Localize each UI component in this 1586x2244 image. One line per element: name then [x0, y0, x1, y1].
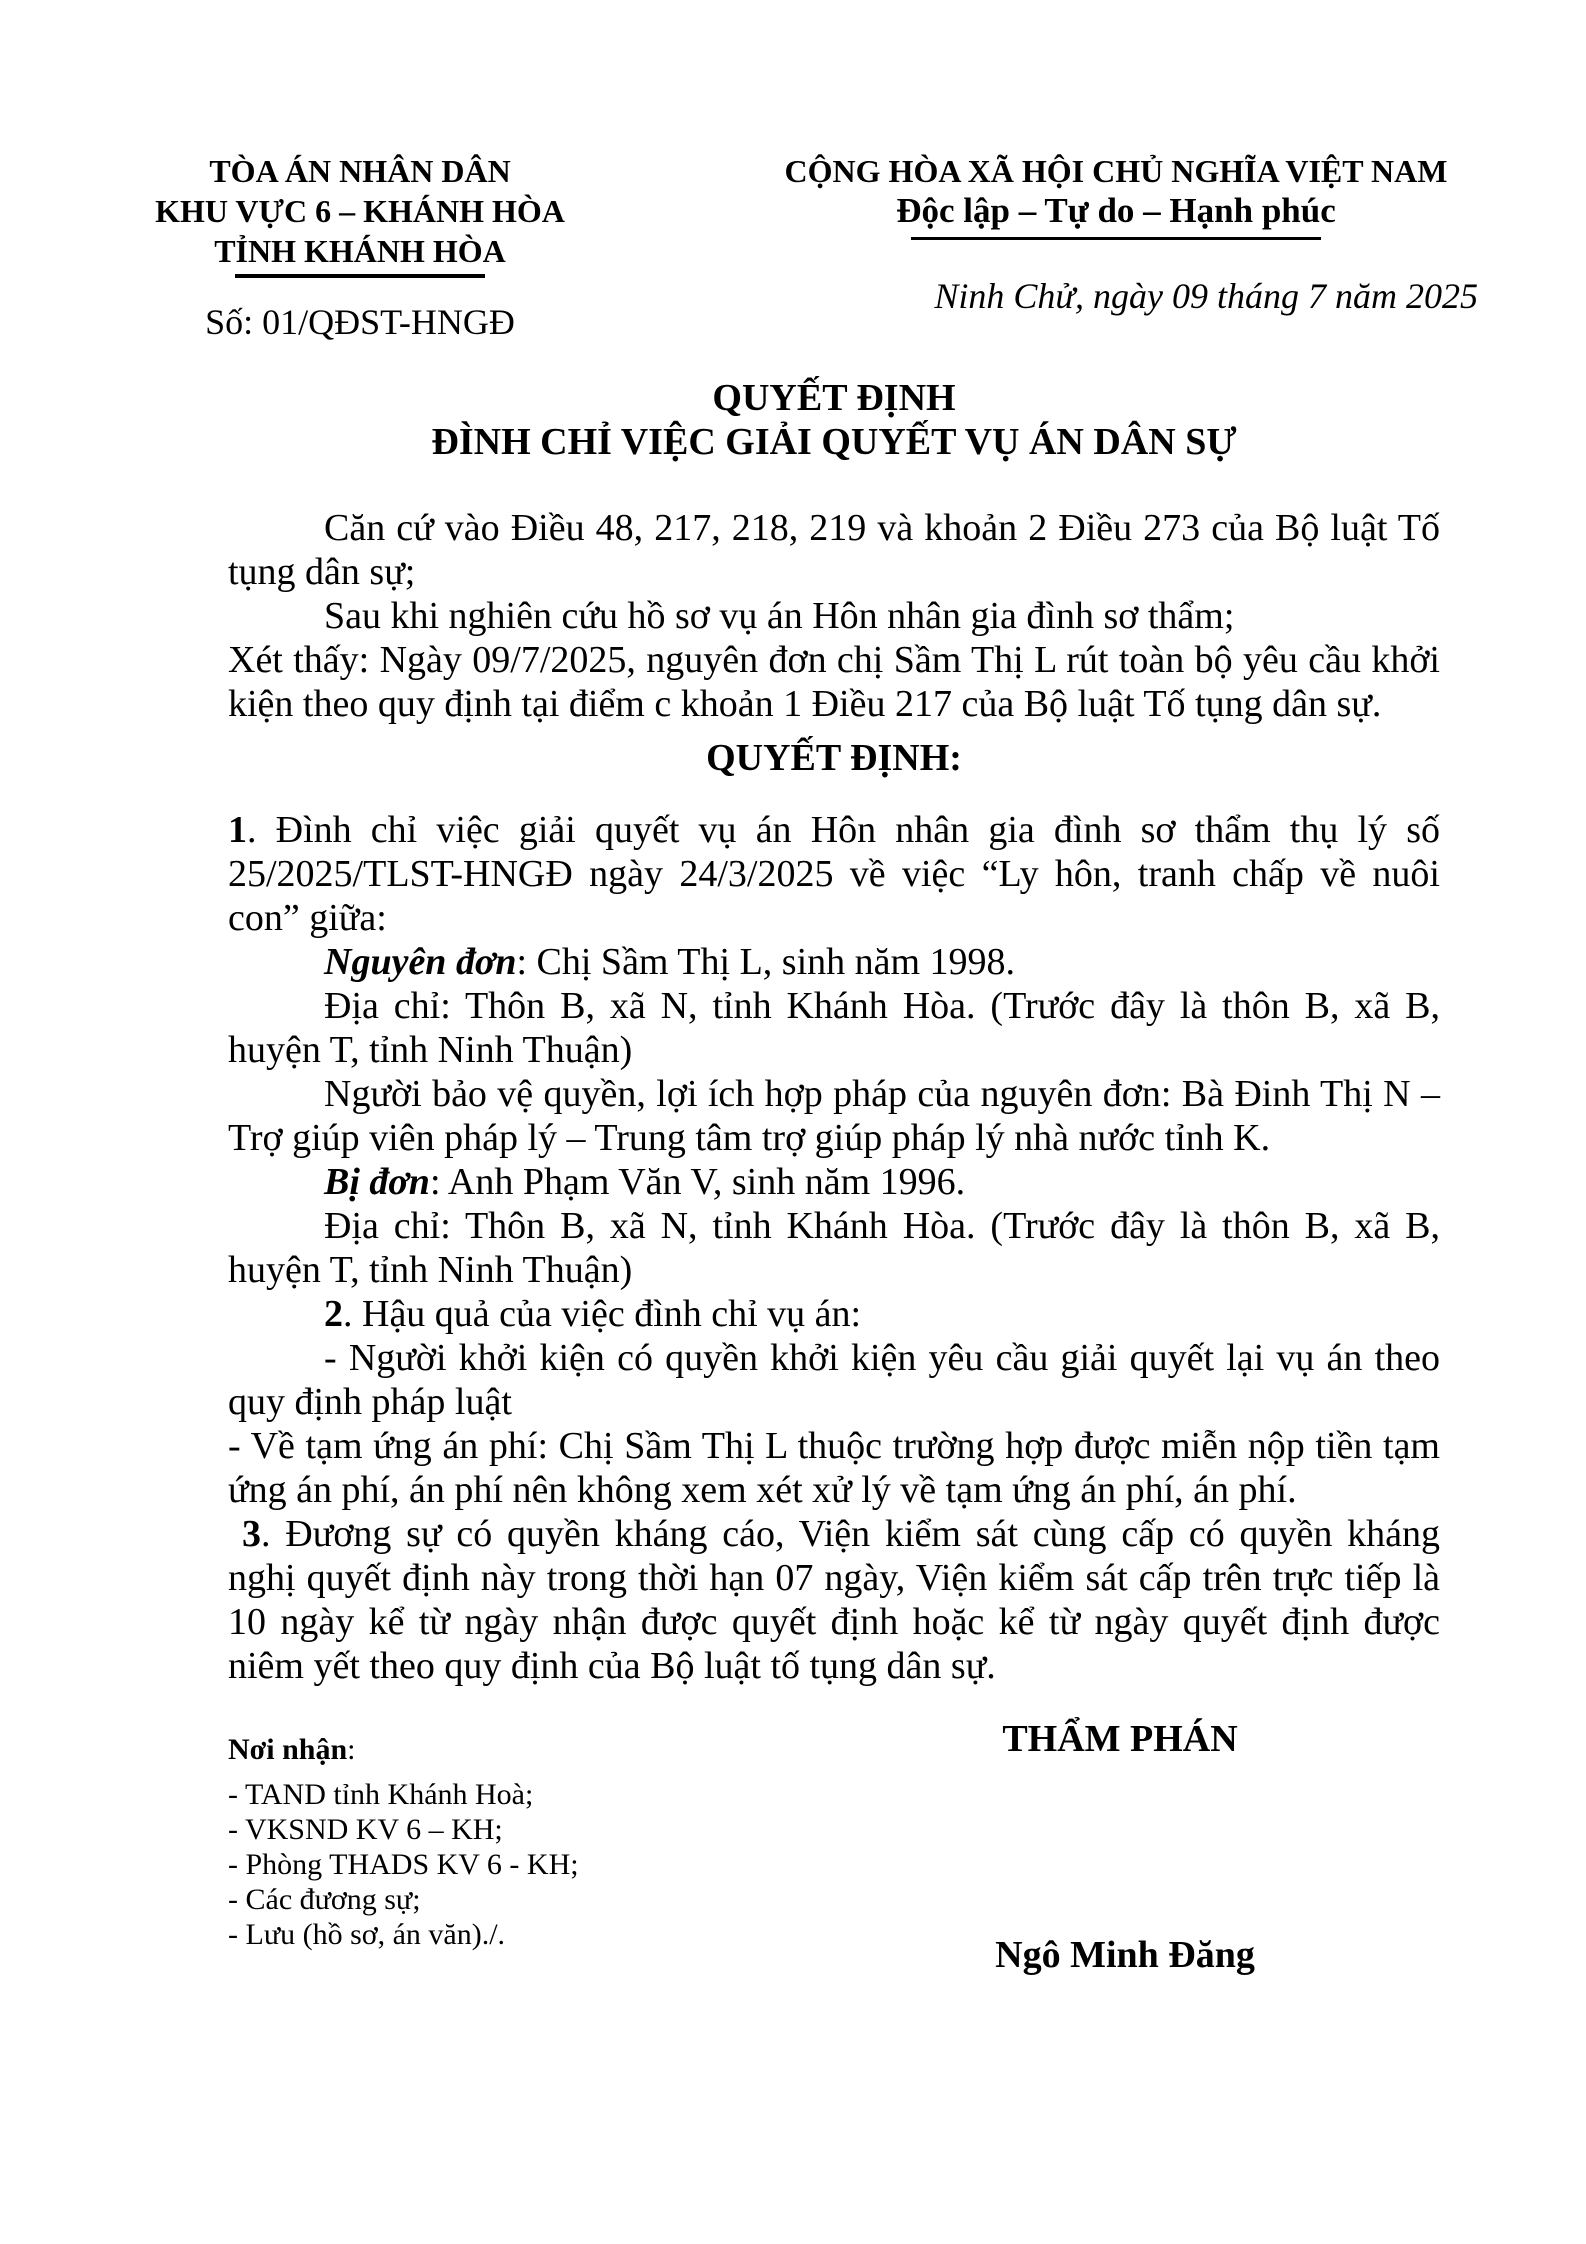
case-number: Số: 01/QĐST-HNGĐ — [205, 302, 515, 342]
preamble-section — [228, 506, 1440, 726]
paragraph: 1. Đình chỉ việc giải quyết vụ án Hôn nhân gia đình sơ thẩm thụ lý số 25/2025/TLST-HNGĐ ngày 24/3/2025 về việc “Ly hôn, tranh chấp về nuôi con” giữa: — [228, 809, 1440, 939]
paragraph: 3. Đương sự có quyền kháng cáo, Viện kiểm sát cùng cấp có quyền kháng nghị quyết định này trong thời hạn 07 ngày, Viện kiểm sát cấp trên trực tiếp là 10 ngày kể từ ngày nhận được quyết định hoặc kể từ ngày quyết định được niêm yết theo quy định của Bộ luật tố tụng dân sự. — [228, 1513, 1440, 1687]
paragraph: Bị đơn: Anh Phạm Văn V, sinh năm 1996. — [324, 1161, 966, 1203]
recipients-list — [228, 1777, 579, 1952]
paragraph: Nguyên đơn: Chị Sầm Thị L, sinh năm 1998. — [324, 941, 1016, 983]
recipient-item: - Lưu (hồ sơ, án văn)./. — [228, 1918, 506, 1951]
national-header-block — [740, 151, 1492, 316]
paragraph: Sau khi nghiên cứu hồ sơ vụ án Hôn nhân gia đình sơ thẩm; — [324, 595, 1235, 637]
place-date-line: Ninh Chử, ngày 09 tháng 7 năm 2025 — [934, 276, 1478, 316]
recipient-item: - Phòng THADS KV 6 - KH; — [228, 1848, 579, 1881]
paragraph-lead: 3 — [242, 1513, 261, 1555]
header-right-rule — [911, 237, 1321, 240]
paragraph-lead: Nguyên đơn — [324, 941, 517, 983]
document-title — [228, 376, 1440, 464]
recipient-item: - Các đương sự; — [228, 1883, 421, 1916]
paragraph: Địa chỉ: Thôn B, xã N, tỉnh Khánh Hòa. (Trước đây là thôn B, xã B, huyện T, tỉnh Ninh Thuận) — [228, 985, 1440, 1071]
paragraph-lead: 2 — [324, 1293, 343, 1335]
paragraph: Căn cứ vào Điều 48, 217, 218, 219 và khoản 2 Điều 273 của Bộ luật Tố tụng dân sự; — [228, 507, 1440, 593]
paragraph: Địa chỉ: Thôn B, xã N, tỉnh Khánh Hòa. (Trước đây là thôn B, xã B, huyện T, tỉnh Ninh Thuận) — [228, 1205, 1440, 1291]
document-title-line1: QUYẾT ĐỊNH — [712, 377, 956, 419]
recipient-item: - TAND tỉnh Khánh Hoà; — [228, 1778, 534, 1811]
court-name-line1: TÒA ÁN NHÂN DÂN — [209, 153, 511, 189]
paragraph-lead: Bị đơn — [324, 1161, 430, 1203]
recipient-item: - VKSND KV 6 – KH; — [228, 1813, 503, 1846]
document-title-line2: ĐÌNH CHỈ VIỆC GIẢI QUYẾT VỤ ÁN DÂN SỰ — [431, 421, 1237, 463]
issuing-court-block — [100, 151, 620, 342]
paragraph: - Về tạm ứng án phí: Chị Sầm Thị L thuộc trường hợp được miễn nộp tiền tạm ứng án phí, án phí nên không xem xét xử lý về tạm ứng án phí, án phí. — [228, 1425, 1440, 1511]
national-motto: Độc lập – Tự do – Hạnh phúc — [896, 191, 1336, 230]
paragraph: Xét thấy: Ngày 09/7/2025, nguyên đơn chị Sầm Thị L rút toàn bộ yêu cầu khởi kiện theo quy định tại điểm c khoản 1 Điều 217 của Bộ luật Tố tụng dân sự. — [228, 639, 1440, 725]
recipients-block — [228, 1732, 579, 1952]
articles-section — [228, 808, 1440, 1688]
paragraph: - Người khởi kiện có quyền khởi kiện yêu cầu giải quyết lại vụ án theo quy định pháp luật — [228, 1337, 1440, 1423]
national-title: CỘNG HÒA XÃ HỘI CHỦ NGHĨA VIỆT NAM — [784, 153, 1448, 189]
recipients-label: Nơi nhận — [228, 1733, 348, 1766]
paragraph: 2. Hậu quả của việc đình chỉ vụ án: — [324, 1293, 862, 1335]
recipients-label-line — [228, 1732, 579, 1767]
court-name-line3: TỈNH KHÁNH HÒA — [214, 233, 506, 269]
court-name-line2: KHU VỰC 6 – KHÁNH HÒA — [155, 193, 565, 229]
header-left-rule — [235, 274, 485, 278]
signer-name: Ngô Minh Đăng — [995, 1934, 1255, 1976]
signer-title: THẨM PHÁN — [1002, 1718, 1238, 1760]
paragraph: Người bảo vệ quyền, lợi ích hợp pháp của nguyên đơn: Bà Đinh Thị N – Trợ giúp viên pháp lý – Trung tâm trợ giúp pháp lý nhà nước tỉnh K. — [228, 1073, 1440, 1159]
decision-heading: QUYẾT ĐỊNH: — [706, 737, 962, 779]
document-body — [228, 506, 1440, 1688]
recipients-label-colon: : — [347, 1733, 356, 1766]
paragraph-lead: 1 — [228, 809, 247, 851]
